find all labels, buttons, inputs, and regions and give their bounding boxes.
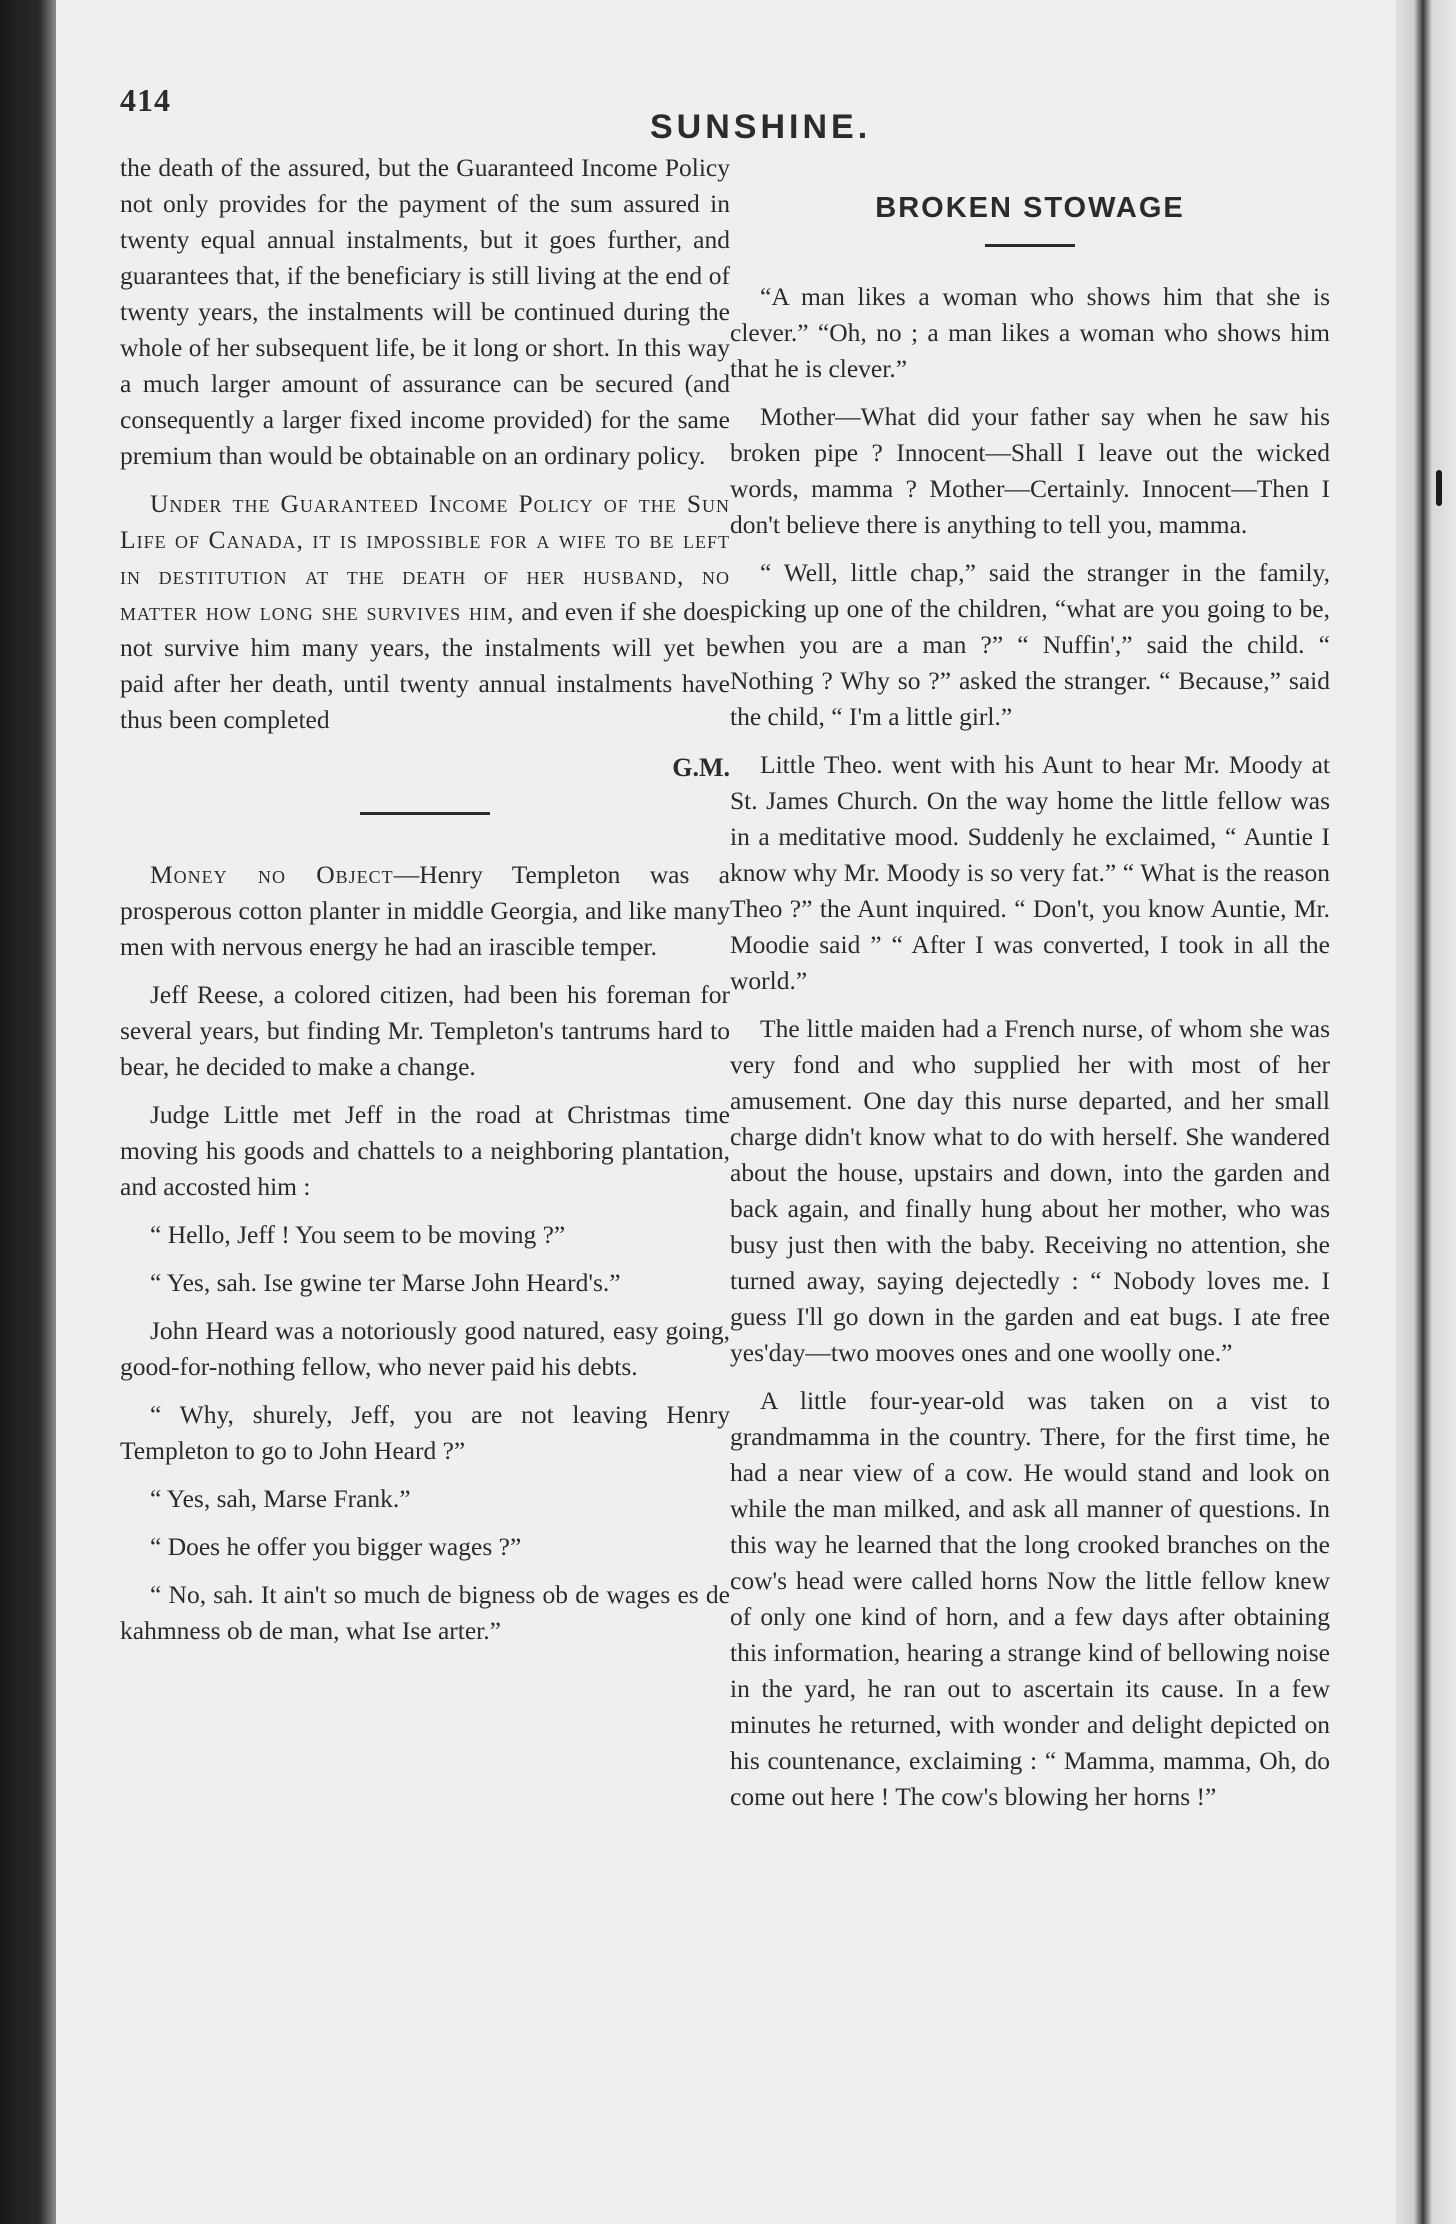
story-paragraph: “ Hello, Jeff ! You seem to be moving ?” [150, 1220, 566, 1249]
money-no-object-lead: Money no Object [150, 860, 394, 889]
story-paragraph: Judge Little met Jeff in the road at Christmas time moving his goods and chattels to a neighboring plantation, and accosted him : [120, 1100, 730, 1201]
story-paragraph: “ Why, shurely, Jeff, you are not leaving Henry Templeton to go to John Heard ?” [120, 1400, 730, 1465]
anecdote-paragraph: A little four-year-old was taken on a vist to grandmamma in the country. There, for the first time, he had a near view of a cow. He would stand and look on while the man milked, and ask all manner of questions. In this way he learned that the long crooked branches on the cow's head were called horns Now the little fellow knew of only one kind of horn, and a few days after obtaining this information, hearing a strange kind of bellowing noise in the yard, he ran out to ascertain its cause. In a few minutes he returned, with wonder and delight depicted on his countenance, exclaiming : “ Mamma, mamma, Oh, do come out here ! The cow's blowing her horns !” [730, 1386, 1330, 1811]
right-column [730, 190, 1330, 1827]
anecdote-paragraph: “ Well, little chap,” said the stranger in the family, picking up one of the children, “what are you going to be, when you are a man ?” “ Nuffin',” said the child. “ Nothing ? Why so ?” asked the stranger. “ Because,” said the child, “ I'm a little girl.” [730, 558, 1330, 731]
money-no-object-text: —Henry Templeton was a prosperous cotton planter in middle Georgia, and like many men with nervous energy he had an irascible temper. [120, 860, 730, 961]
anecdote-paragraph: Little Theo. went with his Aunt to hear Mr. Moody at St. James Church. On the way home the little fellow was in a meditative mood. Suddenly he exclaimed, “ Auntie I know why Mr. Moody is so very fat.” “ What is the reason Theo ?” the Aunt inquired. “ Don't, you know Auntie, Mr. Moodie said ” “ After I was converted, I took in all the world.” [730, 750, 1330, 995]
story-paragraph: John Heard was a notoriously good natured, easy going, good-for-nothing fellow, who never paid his debts. [120, 1316, 730, 1381]
running-title: SUNSHINE. [650, 108, 872, 146]
emphasis-small-caps: Under the Guaranteed Income Policy of the Sun Life of Canada, it is impossible for a wife to be left in destitution at the death of her husband, no matter how long she survives him, [120, 489, 730, 626]
guaranteed-income-emphasis-paragraph [120, 486, 730, 738]
scan-left-margin [0, 0, 56, 2224]
story-paragraph: “ Yes, sah. Ise gwine ter Marse John Heard's.” [150, 1268, 621, 1297]
guaranteed-income-paragraph: the death of the assured, but the Guaranteed Income Policy not only provides for the payment of the sum assured in twenty equal annual instalments, but it goes further, and guarantees that, if the beneficiary is still living at the end of twenty years, the instalments will be continued during the whole of her subsequent life, be it long or short. In this way a much larger amount of assurance can be secured (and consequently a larger fixed income provided) for the same premium than would be obtainable on an ordinary policy. [120, 153, 730, 470]
author-signature: G.M. [672, 753, 730, 782]
anecdote-paragraph: “A man likes a woman who shows him that she is clever.” “Oh, no ; a man likes a woman who shows him that he is clever.” [730, 282, 1330, 383]
money-no-object-paragraph [120, 857, 730, 965]
section-divider [360, 812, 490, 815]
title-divider [985, 244, 1075, 247]
story-paragraph: “ Yes, sah, Marse Frank.” [150, 1484, 411, 1513]
anecdote-paragraph: The little maiden had a French nurse, of whom she was very fond and who supplied her with most of her amusement. One day this nurse departed, and her small charge didn't know what to do with herself. She wandered about the house, upstairs and down, into the garden and back again, and finally hung about her mother, who was busy just then with the baby. Receiving no attention, she turned away, saying dejectedly : “ Nobody loves me. I guess I'll go down in the garden and eat bugs. I ate free yes'day—two mooves ones and one woolly one.” [730, 1014, 1330, 1367]
page-number: 414 [120, 82, 171, 118]
story-paragraph: “ No, sah. It ain't so much de bigness ob de wages es de kahmness ob de man, what Ise arter.” [120, 1580, 730, 1645]
emphasis-continuation: and even if she does not survive him many years, the instalments will yet be paid after her death, until twenty annual instalments have thus been completed [120, 597, 730, 734]
ink-blot [1436, 470, 1442, 506]
story-paragraph: “ Does he offer you bigger wages ?” [150, 1532, 522, 1561]
broken-stowage-title: BROKEN STOWAGE [875, 192, 1185, 224]
story-paragraph: Jeff Reese, a colored citizen, had been his foreman for several years, but finding Mr. Templeton's tantrums hard to bear, he decided to make a change. [120, 980, 730, 1081]
anecdote-paragraph: Mother—What did your father say when he saw his broken pipe ? Innocent—Shall I leave out the wicked words, mamma ? Mother—Certainly. Innocent—Then I don't believe there is anything to tell you, mamma. [730, 402, 1330, 539]
scan-right-margin [1396, 0, 1456, 2224]
left-column [120, 150, 730, 1661]
